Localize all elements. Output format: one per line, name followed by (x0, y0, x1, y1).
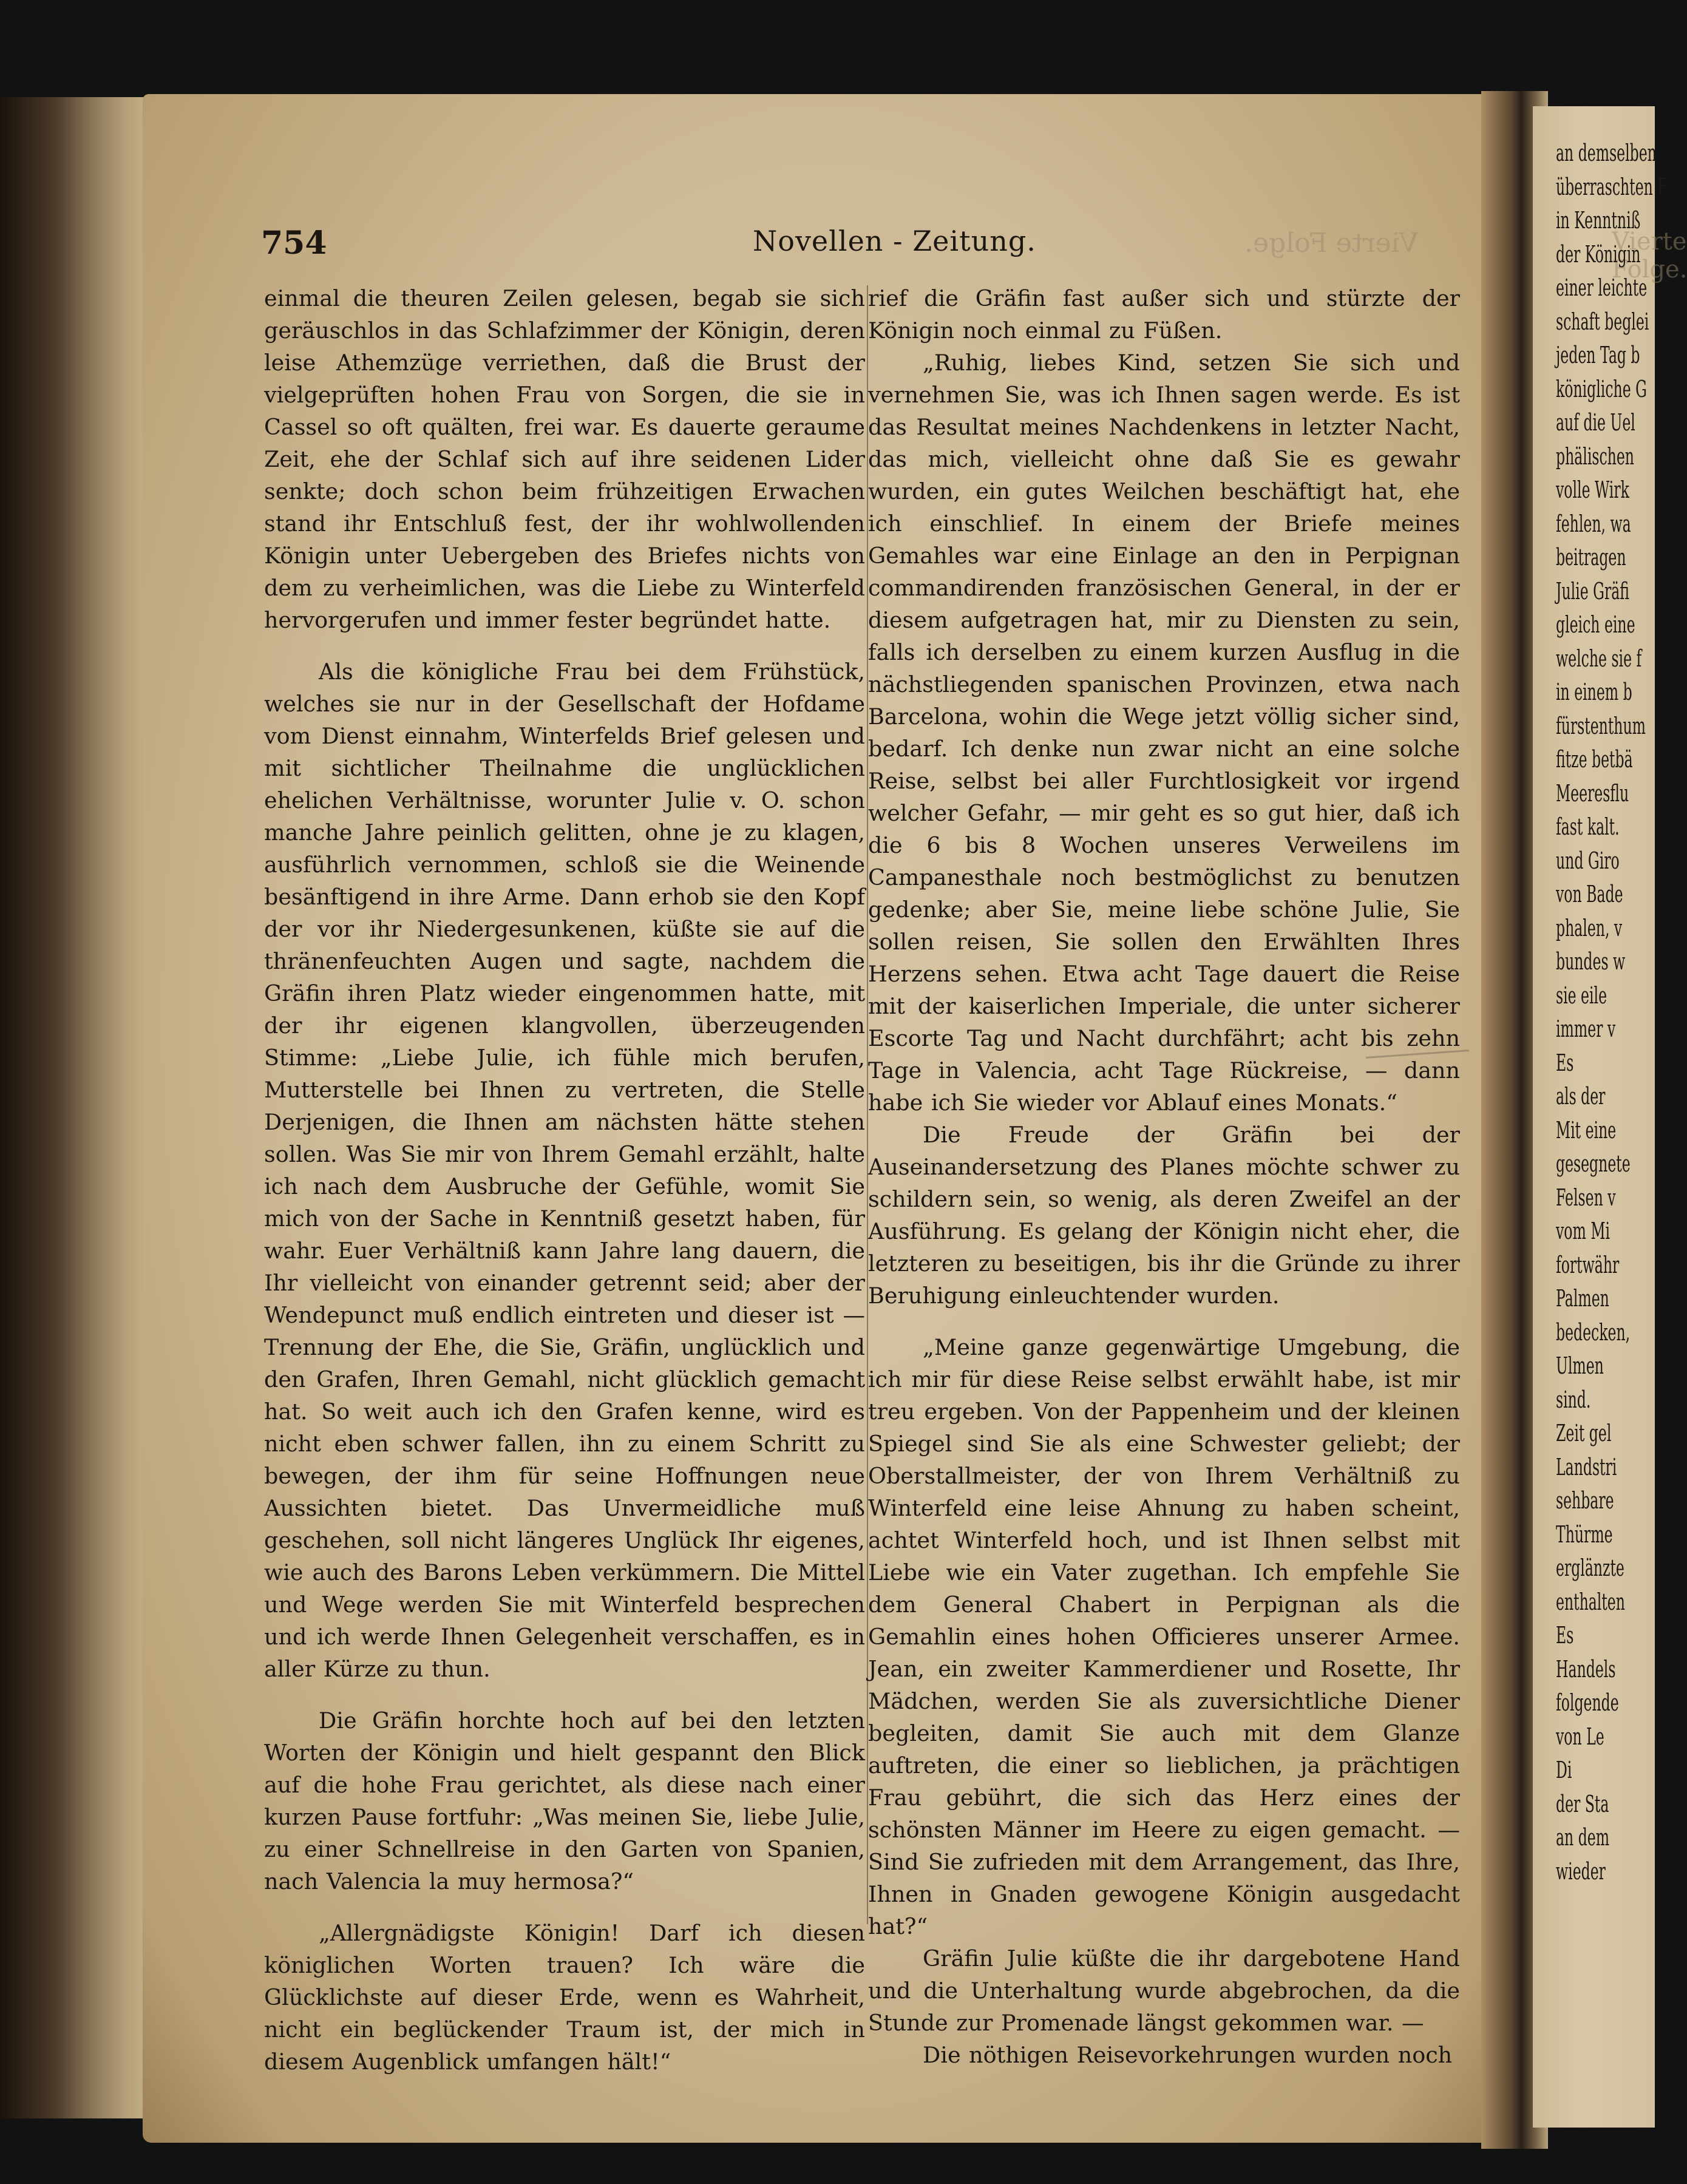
facing-page-line: und Giro (1556, 847, 1620, 874)
facing-page-line: Felsen v (1556, 1184, 1616, 1211)
facing-page-line: Thürme (1556, 1521, 1613, 1548)
facing-page-line: als der (1556, 1083, 1606, 1110)
paragraph: Die Freude der Gräfin bei der Auseinandersetzung des Planes möchte schwer zu schildern sein, so wenig, als deren Zweifel an der Ausführung. Es gelang der Königin nicht eher, die letzteren zu beseitigen, bis ihr die Gründe zu ihrer Beruhigung einleuchtender wurden. (868, 1122, 1460, 1309)
paragraph: Die nöthigen Reisevorkehrungen wurden noch (923, 2042, 1453, 2068)
paragraph: einmal die theuren Zeilen gelesen, begab sie sich geräuschlos in das Schlafzimmer der Königin, deren leise Athemzüge verriethen, daß die Brust der vielgeprüften hohen Frau von Sorgen, die sie in Cassel so oft quälten, frei war. Es dauerte geraume Zeit, ehe der Schlaf sich auf ihre seidenen Lider senkte; doch schon beim frühzeitigen Erwachen stand ihr Entschluß fest, der ihr wohlwollenden Königin unter Uebergeben des Briefes nichts von dem zu verheimlichen, was die Liebe zu Winterfeld hervorgerufen und immer fester begründet hatte. (264, 285, 865, 633)
paragraph: Gräfin Julie küßte die ihr dargebotene Hand und die Unterhaltung wurde abgebrochen, da die Stunde zur Promenade längst gekommen war. — (868, 1945, 1460, 2036)
facing-page-line: jeden Tag b (1556, 342, 1640, 368)
facing-page-line: in einem b (1556, 679, 1632, 705)
facing-page-line: gleich eine (1556, 611, 1635, 638)
facing-page (1533, 106, 1687, 2128)
facing-page-line: an demselben (1556, 140, 1657, 166)
facing-page-line: sie eile (1556, 982, 1607, 1009)
page-number: 754 (261, 225, 327, 262)
facing-page-line: königliche G (1556, 375, 1647, 402)
facing-page-line: Zeit gel (1556, 1420, 1612, 1446)
facing-page-line: einer leichte (1556, 274, 1648, 301)
header-bleed-through: Vierte Folge. (1244, 228, 1419, 259)
facing-page-line: Ulmen (1556, 1352, 1604, 1379)
facing-page-line: enthalten (1556, 1588, 1625, 1615)
facing-page-line: phalen, v (1556, 914, 1623, 941)
facing-page-line: Di (1556, 1757, 1572, 1783)
facing-page-line: wieder (1556, 1857, 1606, 1885)
facing-page-line: fortwähr (1556, 1251, 1620, 1278)
facing-page-line: sind. (1556, 1386, 1591, 1413)
facing-page-line: Meeresflu (1556, 779, 1629, 807)
facing-page-line: Julie Gräfi (1556, 577, 1629, 605)
facing-page-line: Mit eine (1556, 1116, 1617, 1144)
paragraph: Als die königliche Frau bei dem Frühstück, welches sie nur in der Gesellschaft der Hofdame vom Dienst einnahm, Winterfelds Brief gelesen und mit sichtlicher Theilnahme die unglücklichen ehelichen Verhältnisse, worunter Julie v. O. schon manche Jahre peinlich gelitten, ohne je zu klagen, ausführlich vernommen, schloß sie die Weinende besänftigend in ihre Arme. Dann erhob sie den Kopf der vor ihr Niedergesunkenen, küßte sie auf die thränenfeuchten Augen und sagte, nachdem die Gräfin ihren Platz wieder eingenommen hatte, mit der ihr eigenen klangvollen, überzeugenden Stimme: „Liebe Julie, ich fühle mich berufen, Mutterstelle bei Ihnen zu vertreten, die Stelle Derjenigen, die Ihnen am nächsten hätte stehen sollen. Was Sie mir von Ihrem Gemahl erzählt, halte ich nach dem Ausbruche der Gefühle, womit Sie mich von der Sache in Kenntniß gesetzt haben, für wahr. Euer Verhältniß kann Jahre lang dauern, die Ihr vielleicht von einander getrennt seid; aber der Wendepunct muß endlich eintreten und dieser ist — Trennung der Ehe, die Sie, Gräfin, unglücklich und den Grafen, Ihren Gemahl, nicht glücklich gemacht hat. So weit auch ich den Grafen kenne, wird es nicht eben schwer fallen, ihn zu einem Schritt zu bewegen, der ihm für seine Hoffnungen neue Aussichten bietet. Das Unvermeidliche muß geschehen, soll nicht längeres Unglück Ihr eigenes, wie auch des Barons Leben verkümmern. Die Mittel und Wege werden Sie mit Winterfeld besprechen und ich werde Ihnen Gelegenheit verschaffen, es in aller Kürze zu thun. (264, 659, 865, 1682)
facing-page-line: von Le (1556, 1723, 1604, 1750)
facing-page-line: der Sta (1556, 1790, 1609, 1817)
facing-page-line: erglänzte (1556, 1555, 1624, 1581)
running-title: Novellen - Zeitung. (753, 225, 1036, 257)
facing-page-line: schaft beglei (1556, 308, 1649, 335)
paragraph: „Allergnädigste Königin! Darf ich diesen königlichen Worten trauen? Ich wäre die Glücklichste auf dieser Erde, wenn es Wahrheit, nicht ein beglückender Traum ist, der mich in diesem Augenblick umfangen hält!“ (264, 1920, 865, 2075)
facing-page-line: bedecken, (1556, 1318, 1631, 1346)
facing-page-line: Es (1556, 1622, 1574, 1649)
facing-page-line: überraschten F (1556, 173, 1668, 200)
facing-page-line: Handels (1556, 1655, 1616, 1683)
text-column-right (868, 282, 1460, 2071)
facing-page-line: der Königin (1556, 240, 1641, 268)
paragraph: rief die Gräfin fast außer sich und stürzte der Königin noch einmal zu Füßen. (868, 285, 1460, 344)
facing-page-line: an dem (1556, 1824, 1610, 1851)
text-column-left (264, 282, 865, 2078)
paragraph: „Ruhig, liebes Kind, setzen Sie sich und vernehmen Sie, was ich Ihnen sagen werde. Es ist das Resultat meines Nachdenkens in letzter Nacht, das mich, vielleicht ohne daß Sie es gewahr wurden, ein gutes Weilchen beschäftigt hat, ehe ich einschlief. In einem der Briefe meines Gemahles war eine Einlage an den in Perpignan commandirenden französischen General, in der er diesem aufgetragen hat, mir zu Diensten zu sein, falls ich derselben zu einem kurzen Ausflug in die nächstliegenden spanischen Provinzen, etwa nach Barcelona, wohin die Wege jetzt völlig sicher sind, bedarf. Ich denke nun zwar nicht an eine solche Reise, selbst bei aller Furchtlosigkeit vor irgend welcher Gefahr, — mir geht es so gut hier, daß ich die 6 bis 8 Wochen unseres Verweilens im Campanesthale noch bestmöglichst zu benutzen gedenke; aber Sie, meine liebe schöne Julie, Sie sollen reisen, Sie sollen den Erwählten Ihres Herzens sehen. Etwa acht Tage dauert die Reise mit der kaiserlichen Imperiale, die unter sicherer Escorte Tag und Nacht durchfährt; acht bis zehn Tage in Valencia, acht Tage Rückreise, — dann habe ich Sie wieder vor Ablauf eines Monats.“ (868, 350, 1460, 1116)
facing-page-line: immer v (1556, 1016, 1616, 1042)
facing-page-line: welche sie f (1556, 645, 1642, 672)
facing-page-line: bundes w (1556, 948, 1626, 975)
facing-page-line: in Kenntniß (1556, 207, 1641, 234)
paragraph: „Meine ganze gegenwärtige Umgebung, die ich mir für diese Reise selbst erwählt habe, ist mir treu ergeben. Von der Pappenheim und der kleinen Spiegel sind Sie als eine Schwester geliebt; der Oberstallmeister, der von Ihrem Verhältniß zu Winterfeld eine leise Ahnung zu haben scheint, achtet Winterfeld hoch, und ist Ihnen selbst mit Liebe wie ein Vater zugethan. Ich empfehle Sie dem General Chabert in Perpignan als die Gemahlin eines hohen Officieres unserer Armee. Jean, ein zweiter Kammerdiener und Rosette, Ihr Mädchen, werden Sie als zuversichtliche Diener begleiten, damit Sie auch mit dem Glanze auftreten, die einer so lieblichen, ja prächtigen Frau gebührt, die sich das Herz eines der schönsten Männer im Heere zu eigen gemacht. — Sind Sie zufrieden mit dem Arrangement, das Ihre, Ihnen in Gnaden gewogene Königin ausgedacht hat?“ (868, 1334, 1460, 1939)
facing-page-line: gesegnete (1556, 1150, 1631, 1177)
facing-page-line: von Bade (1556, 881, 1623, 907)
facing-page-line: auf die Uel (1556, 409, 1635, 436)
facing-page-line: vom Mi (1556, 1218, 1610, 1244)
facing-page-line: sehbare (1556, 1487, 1614, 1514)
paragraph: Die Gräfin horchte hoch auf bei den letzten Worten der Königin und hielt gespannt den Blick auf die hohe Frau gerichtet, als diese nach einer kurzen Pause fortfuhr: „Was meinen Sie, liebe Julie, zu einer Schnellreise in den Garten von Spanien, nach Valencia la muy hermosa?“ (264, 1708, 865, 1894)
facing-page-line: volle Wirk (1556, 476, 1629, 503)
facing-page-line: phälischen (1556, 443, 1634, 470)
facing-page-line: folgende (1556, 1689, 1619, 1716)
facing-page-line: beitragen (1556, 544, 1626, 571)
facing-page-line: Landstri (1556, 1453, 1617, 1480)
facing-page-line: Es (1556, 1049, 1574, 1076)
facing-page-line: fehlen, wa (1556, 510, 1631, 537)
page-header (261, 225, 1451, 279)
facing-page-bleed: Vierte Folge. (1612, 228, 1687, 283)
book-page-edges (0, 97, 158, 2118)
facing-page-line: Palmen (1556, 1285, 1609, 1312)
facing-page-line: fürstenthum (1556, 712, 1646, 739)
facing-page-line: fitze betbä (1556, 746, 1633, 773)
facing-page-line: fast kalt. (1556, 813, 1620, 840)
